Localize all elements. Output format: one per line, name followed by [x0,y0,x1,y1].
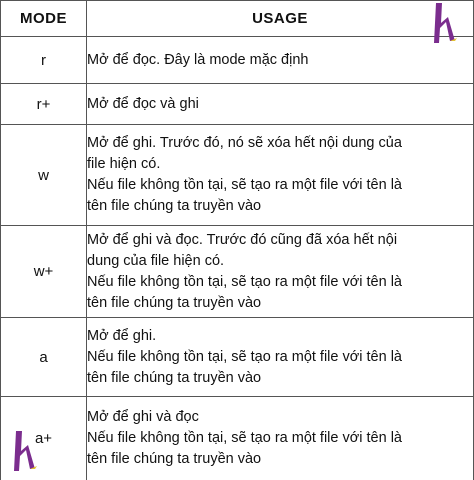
usage-line: tên file chúng ta truyền vào [87,369,262,386]
table-row [1,37,474,84]
usage-line: tên file chúng ta truyền vào [87,451,262,467]
usage-line: Mở để ghi và đọc. Trước đó cũng đã xóa hết nội [87,231,398,248]
usage-line: Nếu file không tồn tại, sẽ tạo ra một file với tên là [87,177,402,193]
usage-line: file hiện có. [87,156,161,172]
usage-line: Mở để ghi và đọc [87,409,199,425]
usage-cell [87,125,474,226]
usage-line: tên file chúng ta truyền vào [87,294,262,311]
table-row [1,226,474,318]
mode-cell: a [1,318,87,397]
usage-line: Nếu file không tồn tại, sẽ tạo ra một file với tên là [87,348,402,365]
usage-line: Nếu file không tồn tại, sẽ tạo ra một file với tên là [87,430,402,446]
usage-line: Mở để đọc. Đây là mode mặc định [87,51,309,68]
mode-cell: r+ [1,84,87,125]
usage-cell [87,318,474,397]
usage-cell [87,37,474,84]
usage-line: tên file chúng ta truyền vào [87,198,262,214]
table-row [1,397,474,480]
mode-cell: w [1,125,87,226]
usage-column-header: USAGE [87,1,474,37]
table-row [1,125,474,226]
usage-cell [87,397,474,480]
usage-cell [87,84,474,125]
table-row [1,84,474,125]
table-header-row [1,1,474,37]
h-logo-icon [6,428,40,474]
usage-line: Mở để đọc và ghi [87,95,199,112]
mode-cell: r [1,37,87,84]
usage-line: Nếu file không tồn tại, sẽ tạo ra một file với tên là [87,273,402,290]
h-logo-icon [426,0,460,46]
usage-cell [87,226,474,318]
mode-cell: w+ [1,226,87,318]
usage-line: Mở để ghi. Trước đó, nó sẽ xóa hết nội dung của [87,135,402,151]
mode-cell: a+ [1,397,87,480]
usage-line: Mở để ghi. [87,327,157,344]
usage-line: dung của file hiện có. [87,252,225,269]
table-row [1,318,474,397]
mode-column-header: MODE [1,1,87,37]
